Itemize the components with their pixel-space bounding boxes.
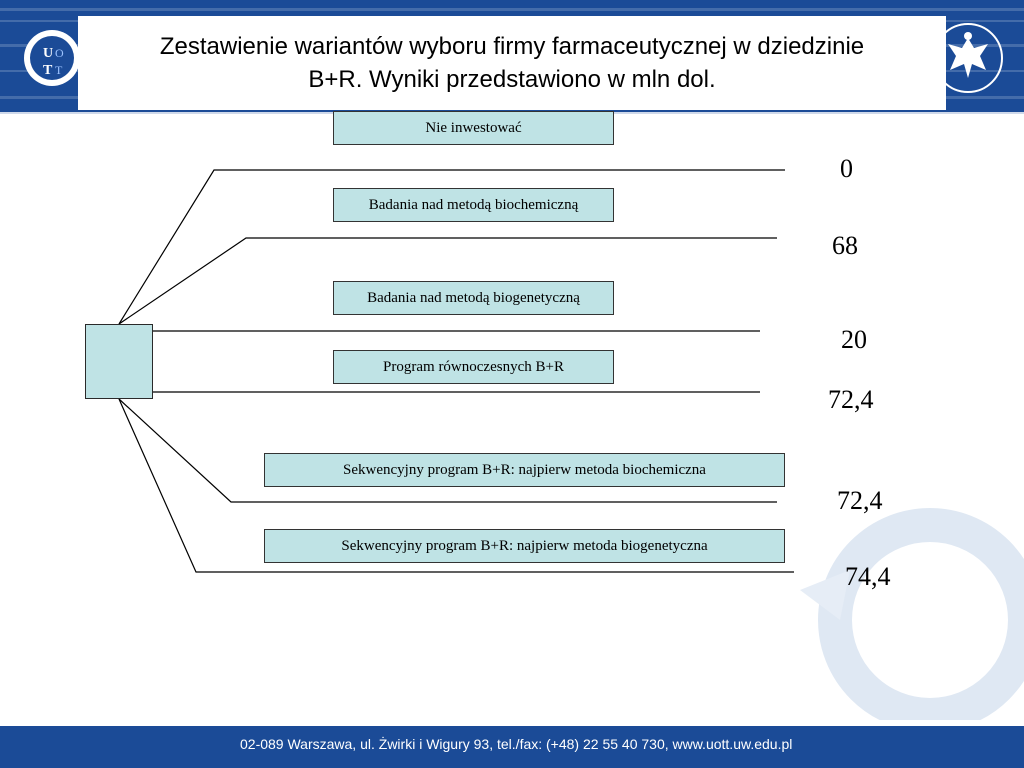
option-label-2: Badania nad metodą biochemiczną: [333, 188, 614, 222]
option-label-1: Nie inwestować: [333, 111, 614, 145]
option-value-2: 68: [832, 231, 858, 260]
option-label-5: Sekwencyjny program B+R: najpierw metoda biochemiczna: [264, 453, 785, 487]
option-label-4: Program równoczesnych B+R: [333, 350, 614, 384]
page-title-line-2: B+R. Wyniki przedstawiono w mln dol.: [308, 66, 716, 93]
option-label-6: Sekwencyjny program B+R: najpierw metoda biogenetyczna: [264, 529, 785, 563]
option-value-1: 0: [840, 154, 853, 183]
svg-text:U: U: [43, 46, 54, 61]
option-value-6: 74,4: [845, 562, 891, 591]
option-value-3: 20: [841, 325, 867, 354]
svg-text:O: O: [55, 46, 64, 60]
footer-address: 02-089 Warszawa, ul. Żwirki i Wigury 93, tel./fax: (+48) 22 55 40 730, www.uott.uw.edu.pl: [240, 736, 793, 752]
option-value-4: 72,4: [828, 385, 874, 414]
decision-node: [85, 324, 153, 399]
svg-text:T: T: [55, 63, 63, 77]
option-value-5: 72,4: [837, 486, 883, 515]
option-label-3: Badania nad metodą biogenetyczną: [333, 281, 614, 315]
footer-bar: [0, 726, 1024, 768]
svg-text:T: T: [43, 63, 53, 78]
page-title-line-1: Zestawienie wariantów wyboru firmy farmaceutycznej w dziedzinie: [159, 33, 865, 60]
